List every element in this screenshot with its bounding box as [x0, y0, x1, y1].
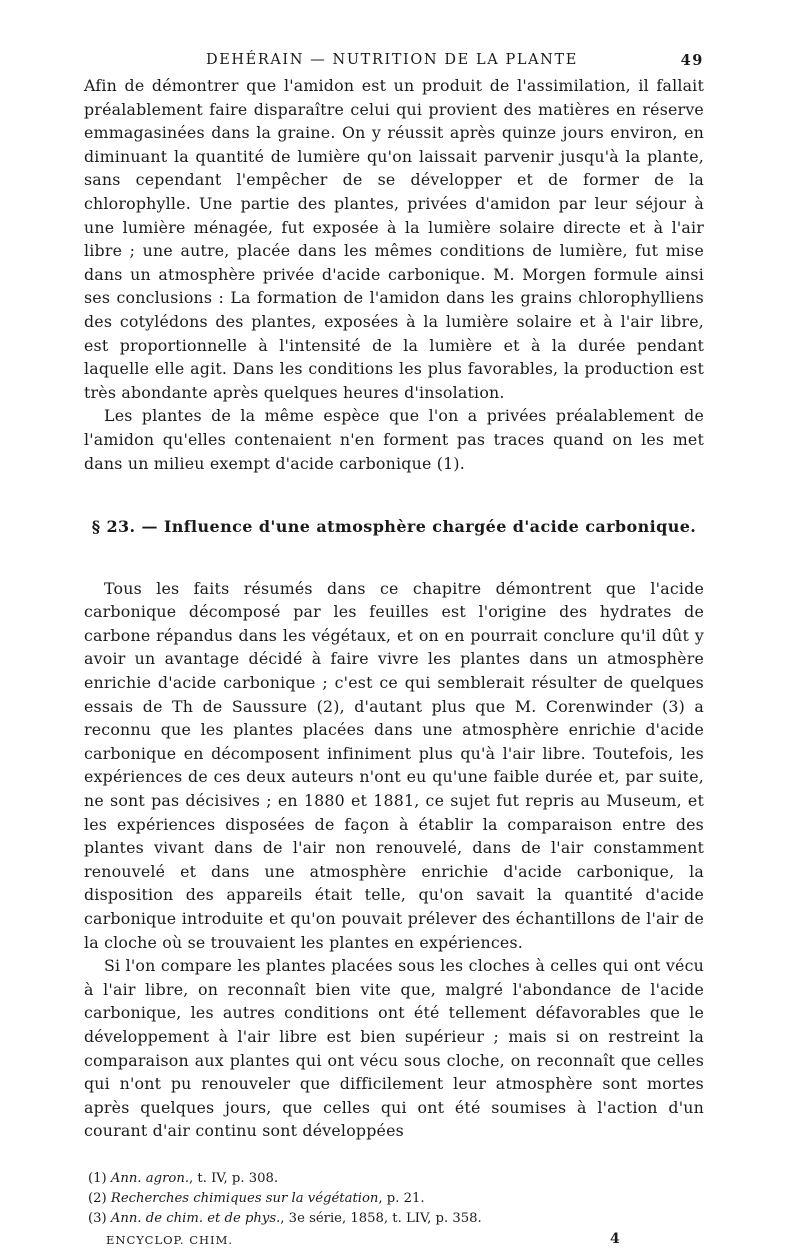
running-head [84, 48, 704, 74]
footnote-detail: , 3e série, 1858, t. LIV, p. 358. [280, 1210, 482, 1226]
footnote-marker: (2) [88, 1190, 107, 1206]
footnote-source: Ann. de chim. et de phys. [110, 1210, 281, 1226]
paragraph: Si l'on compare les plantes placées sous les cloches à celles qui ont vécu à l'air libre, on reconnaît bien vite que, malgré l'abondance de l'acide carbonique, les autres conditions ont été tellement défavorables que le développement à l'air libre est bien supérieur ; mais si on restreint la comparaison aux plantes qui ont vécu sous cloche, on reconnaît que celles qui n'ont pu renouveler que difficilement leur atmosphère sont mortes après quelques jours, que celles qui ont été soumises à l'action d'un courant d'air continu sont développées [84, 956, 704, 1141]
paragraph: Les plantes de la même espèce que l'on a privées préalablement de l'amidon qu'elles contenaient n'en forment pas traces quand on les met dans un milieu exempt d'acide carbonique (1). [84, 406, 704, 473]
signature-mark: ENCYCLOP. CHIM. [106, 1232, 234, 1247]
running-title: DEHÉRAIN — NUTRITION DE LA PLANTE [206, 52, 578, 68]
footnotes [84, 1169, 704, 1229]
footnote [88, 1189, 704, 1209]
paragraph: Tous les faits résumés dans ce chapitre démontrent que l'acide carbonique décomposé par les feuilles est l'origine des hydrates de carbone répandus dans les végétaux, et on en pourrait conclure qu'il dût y avoir un avantage décidé à faire vivre les plantes dans un atmosphère enrichie d'acide carbonique ; c'est ce qui semblerait résulter de quelques essais de Th de Saussure (2), d'autant plus que M. Corenwinder (3) a reconnu que les plantes placées dans une atmosphère enrichie d'acide carbonique en décomposent infiniment plus qu'à l'air libre. Toutefois, les expériences de ces deux auteurs n'ont eu qu'une faible durée et, par suite, ne sont pas décisives ; en 1880 et 1881, ce sujet fut repris au Museum, et les expériences disposées de façon à établir la comparaison entre des plantes vivant dans de l'air non renouvelé, dans de l'air constamment renouvelé et dans une atmosphère enrichie d'acide carbonique, la disposition des appareils était telle, qu'on savait la quantité d'acide carbonique introduite et qu'on pouvait prélever des échantillons de l'air de la cloche où se trouvaient les plantes en expériences. [84, 578, 704, 952]
signature-line [84, 1231, 704, 1253]
body-text [84, 74, 704, 1143]
section-heading: § 23. — Influence d'une atmosphère chargée d'acide carbonique. [91, 517, 697, 537]
paragraph: Afin de démontrer que l'amidon est un produit de l'assimilation, il fallait préalablement faire disparaître celui qui provient des matières en réserve emmagasinées dans la graine. On y réussit après quinze jours environ, en diminuant la quantité de lumière qu'on laissait parvenir jusqu'à la plante, sans cependant l'empêcher de se développer et de former de la chlorophylle. Une partie des plantes, privées d'amidon par leur séjour à une lumière ménagée, fut exposée à la lumière solaire directe et à l'air libre ; une autre, placée dans les mêmes conditions de lumière, fut mise dans un atmosphère privée d'acide carbonique. M. Morgen formule ainsi ses conclusions : La formation de l'amidon dans les grains chlorophylliens des cotylédons des plantes, exposées à la lumière solaire et à l'air libre, est proportionnelle à l'intensité de la lumière et à la durée pendant laquelle elle agit. Dans les conditions les plus favorables, la production est très abondante après quelques heures d'insolation. [84, 76, 704, 402]
footnote-marker: (1) [88, 1170, 107, 1186]
page-number: 49 [680, 52, 704, 69]
footnote [88, 1169, 704, 1189]
signature-number: 4 [610, 1230, 621, 1247]
footnote-detail: , t. IV, p. 308. [189, 1170, 279, 1186]
footnote-detail: , p. 21. [378, 1190, 425, 1206]
footnote-marker: (3) [88, 1210, 107, 1226]
page [84, 48, 704, 1253]
footnote [88, 1209, 704, 1229]
footnote-source: Recherches chimiques sur la végétation [110, 1190, 379, 1206]
footnote-source: Ann. agron. [110, 1170, 190, 1186]
